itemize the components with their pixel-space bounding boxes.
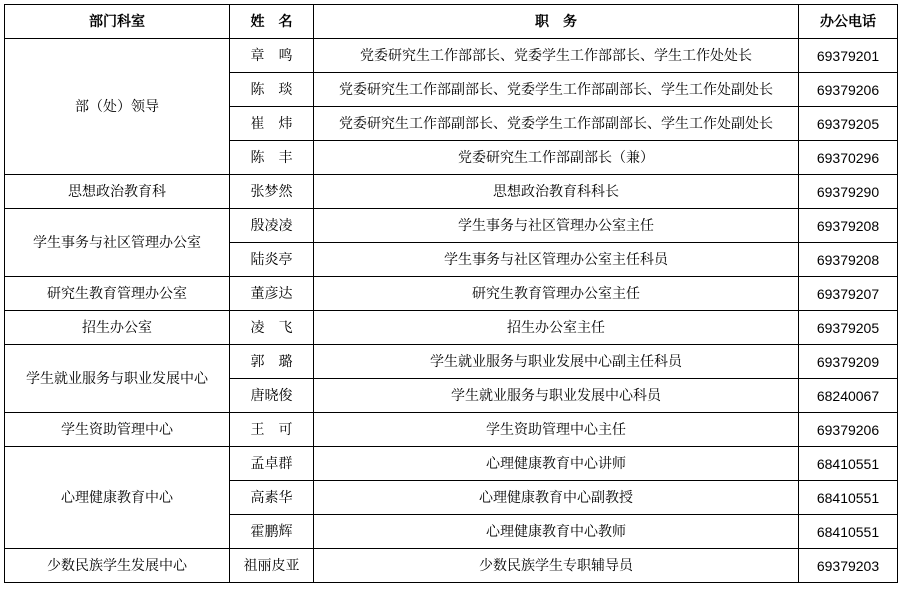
table-row xyxy=(5,345,898,379)
phone-cell: 69379206 xyxy=(799,413,898,447)
title-cell: 研究生教育管理办公室主任 xyxy=(314,277,799,311)
phone-cell: 69379207 xyxy=(799,277,898,311)
dept-cell: 学生就业服务与职业发展中心 xyxy=(5,345,230,413)
dept-cell: 招生办公室 xyxy=(5,311,230,345)
title-cell: 学生事务与社区管理办公室主任 xyxy=(314,209,799,243)
title-cell: 心理健康教育中心讲师 xyxy=(314,447,799,481)
phone-cell: 69370296 xyxy=(799,141,898,175)
staff-directory-table xyxy=(4,4,898,583)
phone-cell: 69379205 xyxy=(799,311,898,345)
name-cell: 崔 炜 xyxy=(230,107,314,141)
phone-cell: 69379205 xyxy=(799,107,898,141)
name-cell: 殷凌凌 xyxy=(230,209,314,243)
name-cell: 董彦达 xyxy=(230,277,314,311)
table-row xyxy=(5,175,898,209)
table-row xyxy=(5,549,898,583)
phone-cell: 69379208 xyxy=(799,209,898,243)
title-cell: 党委研究生工作部副部长（兼） xyxy=(314,141,799,175)
name-cell: 章 鸣 xyxy=(230,39,314,73)
dept-cell: 思想政治教育科 xyxy=(5,175,230,209)
table-row xyxy=(5,209,898,243)
phone-cell: 69379203 xyxy=(799,549,898,583)
name-cell: 高素华 xyxy=(230,481,314,515)
name-cell: 陈 琰 xyxy=(230,73,314,107)
name-cell: 霍鹏辉 xyxy=(230,515,314,549)
phone-cell: 69379201 xyxy=(799,39,898,73)
name-cell: 唐晓俊 xyxy=(230,379,314,413)
header-dept: 部门科室 xyxy=(5,5,230,39)
phone-cell: 69379208 xyxy=(799,243,898,277)
title-cell: 心理健康教育中心副教授 xyxy=(314,481,799,515)
dept-cell: 学生资助管理中心 xyxy=(5,413,230,447)
name-cell: 张梦然 xyxy=(230,175,314,209)
name-cell: 祖丽皮亚 xyxy=(230,549,314,583)
phone-cell: 68410551 xyxy=(799,447,898,481)
title-cell: 少数民族学生专职辅导员 xyxy=(314,549,799,583)
phone-cell: 69379290 xyxy=(799,175,898,209)
dept-cell: 少数民族学生发展中心 xyxy=(5,549,230,583)
phone-cell: 69379206 xyxy=(799,73,898,107)
name-cell: 孟卓群 xyxy=(230,447,314,481)
title-cell: 党委研究生工作部副部长、党委学生工作部副部长、学生工作处副处长 xyxy=(314,73,799,107)
title-cell: 思想政治教育科科长 xyxy=(314,175,799,209)
header-title: 职 务 xyxy=(314,5,799,39)
name-cell: 王 可 xyxy=(230,413,314,447)
name-cell: 陆炎亭 xyxy=(230,243,314,277)
table-row xyxy=(5,277,898,311)
header-row xyxy=(5,5,898,39)
name-cell: 凌 飞 xyxy=(230,311,314,345)
table-row xyxy=(5,311,898,345)
dept-cell: 部（处）领导 xyxy=(5,39,230,175)
dept-cell: 心理健康教育中心 xyxy=(5,447,230,549)
header-phone: 办公电话 xyxy=(799,5,898,39)
title-cell: 学生资助管理中心主任 xyxy=(314,413,799,447)
title-cell: 学生就业服务与职业发展中心科员 xyxy=(314,379,799,413)
dept-cell: 学生事务与社区管理办公室 xyxy=(5,209,230,277)
table-row xyxy=(5,413,898,447)
table-row xyxy=(5,447,898,481)
title-cell: 党委研究生工作部副部长、党委学生工作部副部长、学生工作处副处长 xyxy=(314,107,799,141)
table-row xyxy=(5,39,898,73)
title-cell: 学生就业服务与职业发展中心副主任科员 xyxy=(314,345,799,379)
phone-cell: 69379209 xyxy=(799,345,898,379)
name-cell: 郭 璐 xyxy=(230,345,314,379)
header-name: 姓 名 xyxy=(230,5,314,39)
title-cell: 心理健康教育中心教师 xyxy=(314,515,799,549)
table-body xyxy=(5,39,898,583)
title-cell: 招生办公室主任 xyxy=(314,311,799,345)
title-cell: 学生事务与社区管理办公室主任科员 xyxy=(314,243,799,277)
phone-cell: 68410551 xyxy=(799,515,898,549)
dept-cell: 研究生教育管理办公室 xyxy=(5,277,230,311)
title-cell: 党委研究生工作部部长、党委学生工作部部长、学生工作处处长 xyxy=(314,39,799,73)
phone-cell: 68240067 xyxy=(799,379,898,413)
phone-cell: 68410551 xyxy=(799,481,898,515)
name-cell: 陈 丰 xyxy=(230,141,314,175)
